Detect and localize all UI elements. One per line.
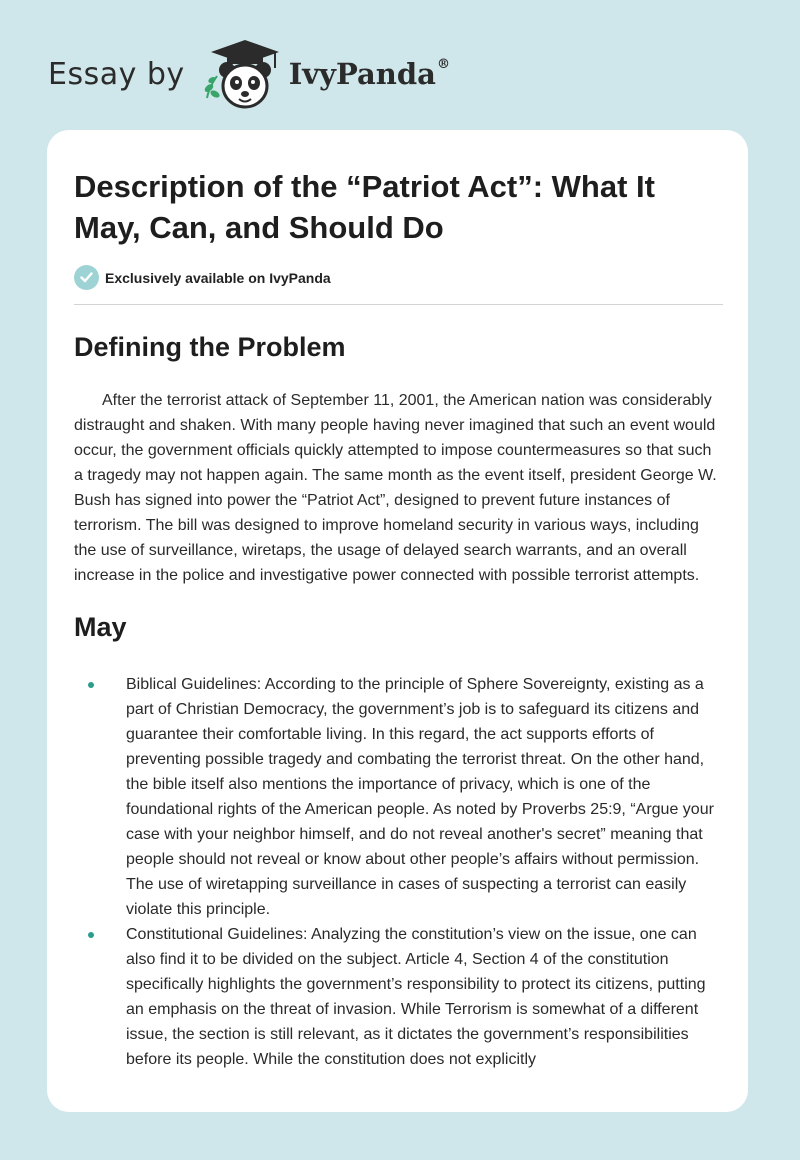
badge-label: Exclusively available on IvyPanda <box>105 269 331 286</box>
list-item <box>74 922 723 1072</box>
panda-logo-icon[interactable] <box>199 36 287 112</box>
check-icon <box>74 265 99 290</box>
brand-header <box>48 36 450 112</box>
list-item-text: Biblical Guidelines: According to the principle of Sphere Sovereignty, existing as a part of Christian Democracy, the government’s job is to safeguard its citizens and guarantee their comfortable living. In this regard, the act supports efforts of preventing possible tragedy and combating the terrorist threat. On the other hand, the bible itself also mentions the importance of privacy, which is one of the foundational rights of the American people. As noted by Proverbs 25:9, “Argue your case with your neighbor himself, and do not reveal another's secret” meaning that people should not reveal or know about other people’s affairs without permission. The use of wiretapping surveillance in cases of suspecting a terrorist can easily violate this principle. <box>126 676 714 918</box>
brand-name[interactable] <box>289 57 450 91</box>
exclusive-badge <box>74 265 723 290</box>
registered-mark: ® <box>436 57 450 72</box>
bullet-icon <box>88 932 94 938</box>
divider <box>74 304 723 305</box>
list-item <box>74 672 723 922</box>
brand-name-text: IvyPanda <box>288 57 436 91</box>
section-heading-may: May <box>74 612 127 642</box>
section-heading-defining: Defining the Problem <box>74 332 346 362</box>
list-item-text: Constitutional Guidelines: Analyzing the constitution’s view on the issue, one can also find it to be divided on the subject. Article 4, Section 4 of the constitution specifically highlights the government’s responsibility to protect its citizens, putting an emphasis on the threat of invasion. While Terrorism is somewhat of a different issue, the section is still relevant, as it dictates the government’s responsibilities before its people. While the constitution does not explicitly <box>126 926 706 1068</box>
bullet-icon <box>88 682 94 688</box>
essay-card <box>47 130 748 1112</box>
brand-prefix: Essay by <box>48 56 185 92</box>
guidelines-list <box>74 672 723 1072</box>
page-title: Description of the “Patriot Act”: What It May, Can, and Should Do <box>74 169 655 245</box>
section-paragraph: After the terrorist attack of September 11, 2001, the American nation was considerably distraught and shaken. With many people having never imagined that such an event would occur, the government officials quickly attempted to impose countermeasures so that such a tragedy may not happen again. The same month as the event itself, president George W. Bush has signed into power the “Patriot Act”, designed to prevent future instances of terrorism. The bill was designed to improve homeland security in various ways, including the use of surveillance, wiretaps, the usage of delayed search warrants, and an overall increase in the police and investigative power connected with possible terrorist attempts. <box>74 392 717 584</box>
